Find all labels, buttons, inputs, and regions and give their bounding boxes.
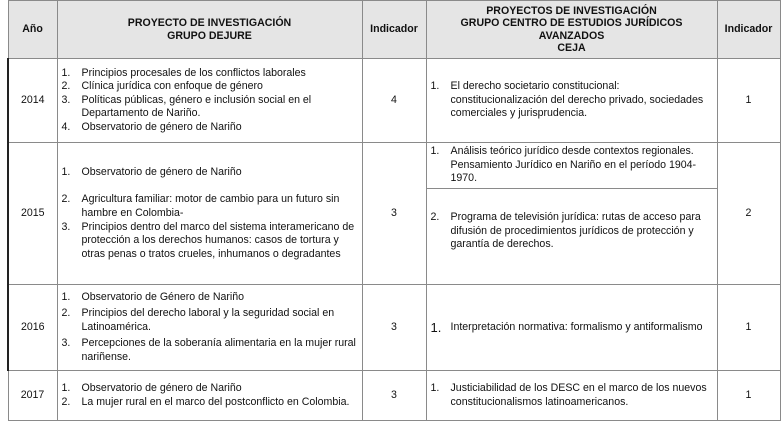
list-item [62, 166, 358, 180]
ceja-indicator-cell: 1 [717, 285, 780, 371]
list-item [62, 291, 358, 305]
header-row [8, 1, 780, 59]
ceja-indicator-cell: 1 [717, 59, 780, 143]
item-number: 1. [61, 290, 71, 303]
dejure-projects-cell [57, 143, 362, 285]
item-text: Observatorio de género de Nariño [81, 381, 242, 394]
item-text: Percepciones de la soberanía alimentaria en la mujer rural nariñense. [81, 337, 356, 363]
header-ceja-line3: CEJA [557, 42, 586, 54]
item-number: 3. [61, 93, 71, 106]
item-text: La mujer rural en el marco del postconflicto en Colombia. [81, 395, 350, 408]
header-dejure-line1: PROYECTO DE INVESTIGACIÓN [127, 17, 292, 29]
item-text: El derecho societario constitucional: constitucionalización del derecho privado, sociedades comerciales y jurisprudencia. [450, 80, 704, 120]
dejure-projects-cell [57, 285, 362, 371]
list-item [62, 337, 358, 364]
list-item [62, 307, 358, 334]
item-text: Interpretación normativa: formalismo y antiformalismo [450, 320, 703, 333]
item-number: 3. [61, 220, 71, 233]
dejure-projects-cell [57, 371, 362, 421]
ceja-indicator-cell: 1 [717, 371, 780, 421]
item-text: Análisis teórico jurídico desde contextos regionales. Pensamiento Jurídico en Nariño en el período 1904-1970. [450, 145, 697, 185]
item-number: 2. [61, 193, 71, 206]
table-row-2014 [8, 59, 780, 143]
list-item [62, 221, 358, 262]
item-number: 1. [430, 145, 440, 157]
list-item [431, 382, 713, 409]
item-number: 1. [430, 381, 440, 394]
list-item [62, 121, 358, 135]
item-text: Agricultura familiar: motor de cambio para un futuro sin hambre en Colombia- [81, 193, 340, 219]
table-row-2015 [8, 143, 780, 189]
item-text: Clínica jurídica con enfoque de género [81, 80, 263, 93]
item-text: Principios del derecho laboral y la seguridad social en Latinoamérica. [81, 307, 335, 333]
list-item [62, 396, 358, 410]
item-text: Principios procesales de los conflictos laborales [81, 66, 306, 79]
item-text: Programa de televisión jurídica: rutas de acceso para difusión de procedimientos jurídicos de protección y garantía de derechos. [450, 211, 701, 251]
dejure-indicator-cell: 3 [362, 143, 426, 285]
ceja-projects-cell [426, 59, 717, 143]
year-cell: 2016 [8, 285, 57, 371]
header-ceja-line2: GRUPO CENTRO DE ESTUDIOS JURÍDICOS AVANZADOS [460, 17, 683, 42]
list-item [62, 67, 358, 81]
item-number: 1. [61, 66, 71, 79]
list-item [431, 211, 713, 252]
dejure-projects-cell [57, 59, 362, 143]
header-ceja [426, 1, 717, 59]
item-text: Observatorio de género de Nariño [81, 165, 242, 178]
year-cell: 2017 [8, 371, 57, 421]
ceja-projects-cell [426, 143, 717, 189]
table-row-2017 [8, 371, 780, 421]
item-number: 1. [61, 381, 71, 394]
list-item [431, 80, 713, 121]
list-item [62, 94, 358, 121]
item-number: 1. [430, 319, 442, 335]
header-dejure-line2: GRUPO DEJURE [167, 29, 252, 42]
item-number: 1. [430, 80, 440, 93]
item-text: Principios dentro del marco del sistema interamericano de protección a los derechos humanos: casos de tortura y otras penas o tratos crueles, inhumanos o degradantes [81, 220, 355, 260]
list-item [62, 382, 358, 396]
ceja-indicator-cell: 2 [717, 143, 780, 285]
ceja-projects-cell [426, 371, 717, 421]
item-number: 3. [61, 337, 71, 350]
header-dejure [57, 1, 362, 59]
header-indicator-right: Indicador [717, 1, 780, 59]
item-number: 2. [61, 395, 71, 408]
projects-table [7, 0, 781, 421]
item-text: Políticas públicas, género e inclusión social en el Departamento de Nariño. [81, 93, 312, 120]
item-number: 2. [61, 80, 71, 93]
ceja-projects-cell [426, 285, 717, 371]
item-number: 1. [61, 165, 71, 178]
item-text: Justiciabilidad de los DESC en el marco de los nuevos constitucionalismos latinoamericanos. [450, 381, 707, 408]
year-cell: 2015 [8, 143, 57, 285]
dejure-indicator-cell: 3 [362, 285, 426, 371]
list-item [62, 80, 358, 94]
year-cell: 2014 [8, 59, 57, 143]
item-text: Observatorio de género de Nariño [81, 120, 242, 133]
ceja-projects-cell [426, 189, 717, 285]
item-text: Observatorio de Género de Nariño [81, 290, 245, 303]
item-number: 2. [61, 307, 71, 320]
header-ceja-line1: PROYECTOS DE INVESTIGACIÓN [486, 4, 657, 17]
item-number: 2. [430, 211, 440, 223]
list-item [62, 193, 358, 220]
table-row-2016 [8, 285, 780, 371]
item-number: 4. [61, 120, 71, 133]
research-projects-table [7, 0, 779, 420]
dejure-indicator-cell: 4 [362, 59, 426, 143]
header-indicator-left: Indicador [362, 1, 426, 59]
list-item [431, 145, 713, 186]
list-item [431, 321, 713, 335]
header-year: Año [8, 1, 57, 59]
dejure-indicator-cell: 3 [362, 371, 426, 421]
